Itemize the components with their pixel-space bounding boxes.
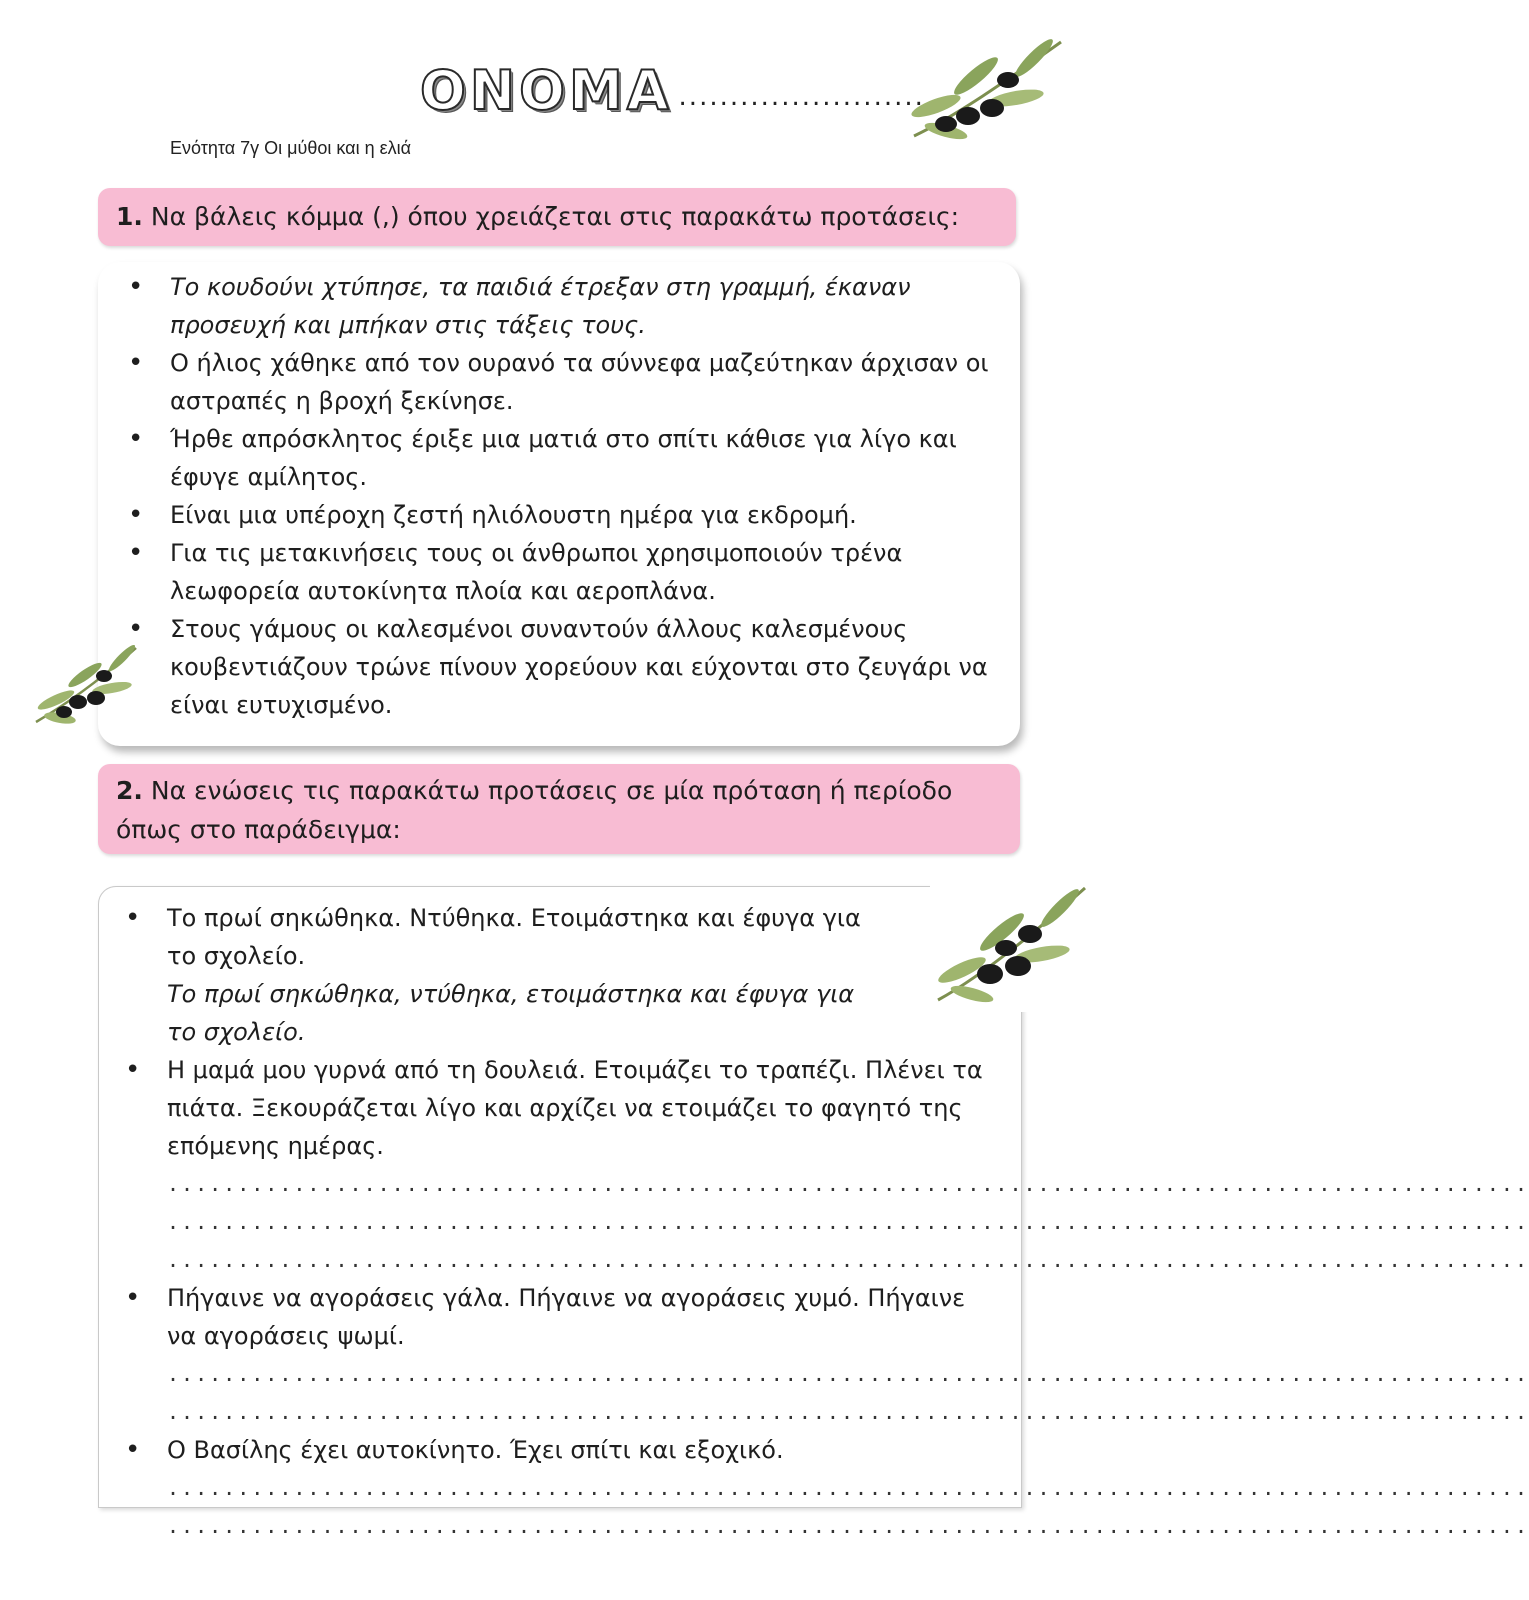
exercise-2-item — [125, 899, 995, 1051]
exercise-2-item-text: Η μαμά μου γυρνά από τη δουλειά. Ετοιμάζει το τραπέζι. Πλένει τα πιάτα. Ξεκουράζεται λίγο και αρχίζει να ετοιμάζει το φαγητό της επόμενης ημέρας. — [167, 1056, 983, 1160]
answer-line[interactable]: ................................................................................................. — [167, 1476, 1529, 1500]
exercise-1-item: • Είναι μια υπέροχη ζεστή ηλιόλουστη ημέρα για εκδρομή. — [128, 496, 998, 534]
olive-branch-icon — [30, 640, 140, 730]
exercise-2-item-text: Ο Βασίλης έχει αυτοκίνητο. Έχει σπίτι και εξοχικό. — [167, 1436, 784, 1464]
exercise-1-item: • Στους γάμους οι καλεσμένοι συναντούν άλλους καλεσμένους κουβεντιάζουν τρώνε πίνουν χορεύουν και εύχονται στο ζευγάρι να είναι ευτυχισμένο. — [128, 610, 998, 724]
name-title: ΟΝΟΜΑ — [420, 59, 673, 122]
answer-line[interactable]: ................................................................................................. — [167, 1248, 1529, 1272]
exercise-2-box — [98, 886, 1529, 1538]
exercise-1-box — [98, 262, 1020, 746]
answer-line[interactable]: ................................................................................................. — [167, 1400, 1529, 1424]
exercise-1-banner — [98, 188, 1016, 246]
exercise-1-item: • Ήρθε απρόσκλητος έριξε μια ματιά στο σπίτι κάθισε για λίγο και έφυγε αμίλητος. — [128, 420, 998, 496]
exercise-2-item — [125, 1431, 1529, 1545]
name-fill-line[interactable]: ........................ — [678, 82, 925, 112]
exercise-1-item: • Το κουδούνι χτύπησε, τα παιδιά έτρεξαν στη γραμμή, έκαναν προσευχή και μπήκαν στις τάξεις τους. — [128, 268, 998, 344]
answer-line[interactable]: ................................................................................................. — [167, 1362, 1529, 1386]
exercise-2-item-text: Πήγαινε να αγοράσεις γάλα. Πήγαινε να αγοράσεις χυμό. Πήγαινε να αγοράσεις ψωμί. — [167, 1284, 966, 1350]
name-header — [420, 58, 925, 122]
exercise-2-item — [125, 1279, 1529, 1431]
exercise-2-item — [125, 1051, 1529, 1279]
exercise-1-number: 1. — [116, 202, 143, 231]
exercise-1-instruction: Να βάλεις κόμμα (,) όπου χρειάζεται στις παρακάτω προτάσεις: — [150, 202, 960, 231]
exercise-1-item: • Για τις μετακινήσεις τους οι άνθρωποι χρησιμοποιούν τρένα λεωφορεία αυτοκίνητα πλοία και αεροπλάνα. — [128, 534, 998, 610]
answer-line[interactable]: ................................................................................................. — [167, 1514, 1529, 1538]
exercise-2-banner — [98, 764, 1020, 854]
olive-branch-icon — [906, 36, 1066, 146]
answer-line[interactable]: ................................................................................................. — [167, 1172, 1529, 1196]
olive-branch-icon — [930, 882, 1090, 1012]
exercise-2-example: Το πρωί σηκώθηκα, ντύθηκα, ετοιμάστηκα και έφυγα για το σχολείο. — [167, 980, 855, 1046]
exercise-2-number: 2. — [116, 776, 143, 805]
unit-subtitle: Ενότητα 7γ Οι μύθοι και η ελιά — [170, 138, 412, 158]
answer-line[interactable]: ................................................................................................. — [167, 1210, 1529, 1234]
exercise-1-item: • Ο ήλιος χάθηκε από τον ουρανό τα σύννεφα μαζεύτηκαν άρχισαν οι αστραπές η βροχή ξεκίνησε. — [128, 344, 998, 420]
exercise-2-instruction: Να ενώσεις τις παρακάτω προτάσεις σε μία πρόταση ή περίοδο όπως στο παράδειγμα: — [116, 776, 953, 844]
exercise-2-item-text: Το πρωί σηκώθηκα. Ντύθηκα. Ετοιμάστηκα και έφυγα για το σχολείο. — [167, 904, 861, 970]
